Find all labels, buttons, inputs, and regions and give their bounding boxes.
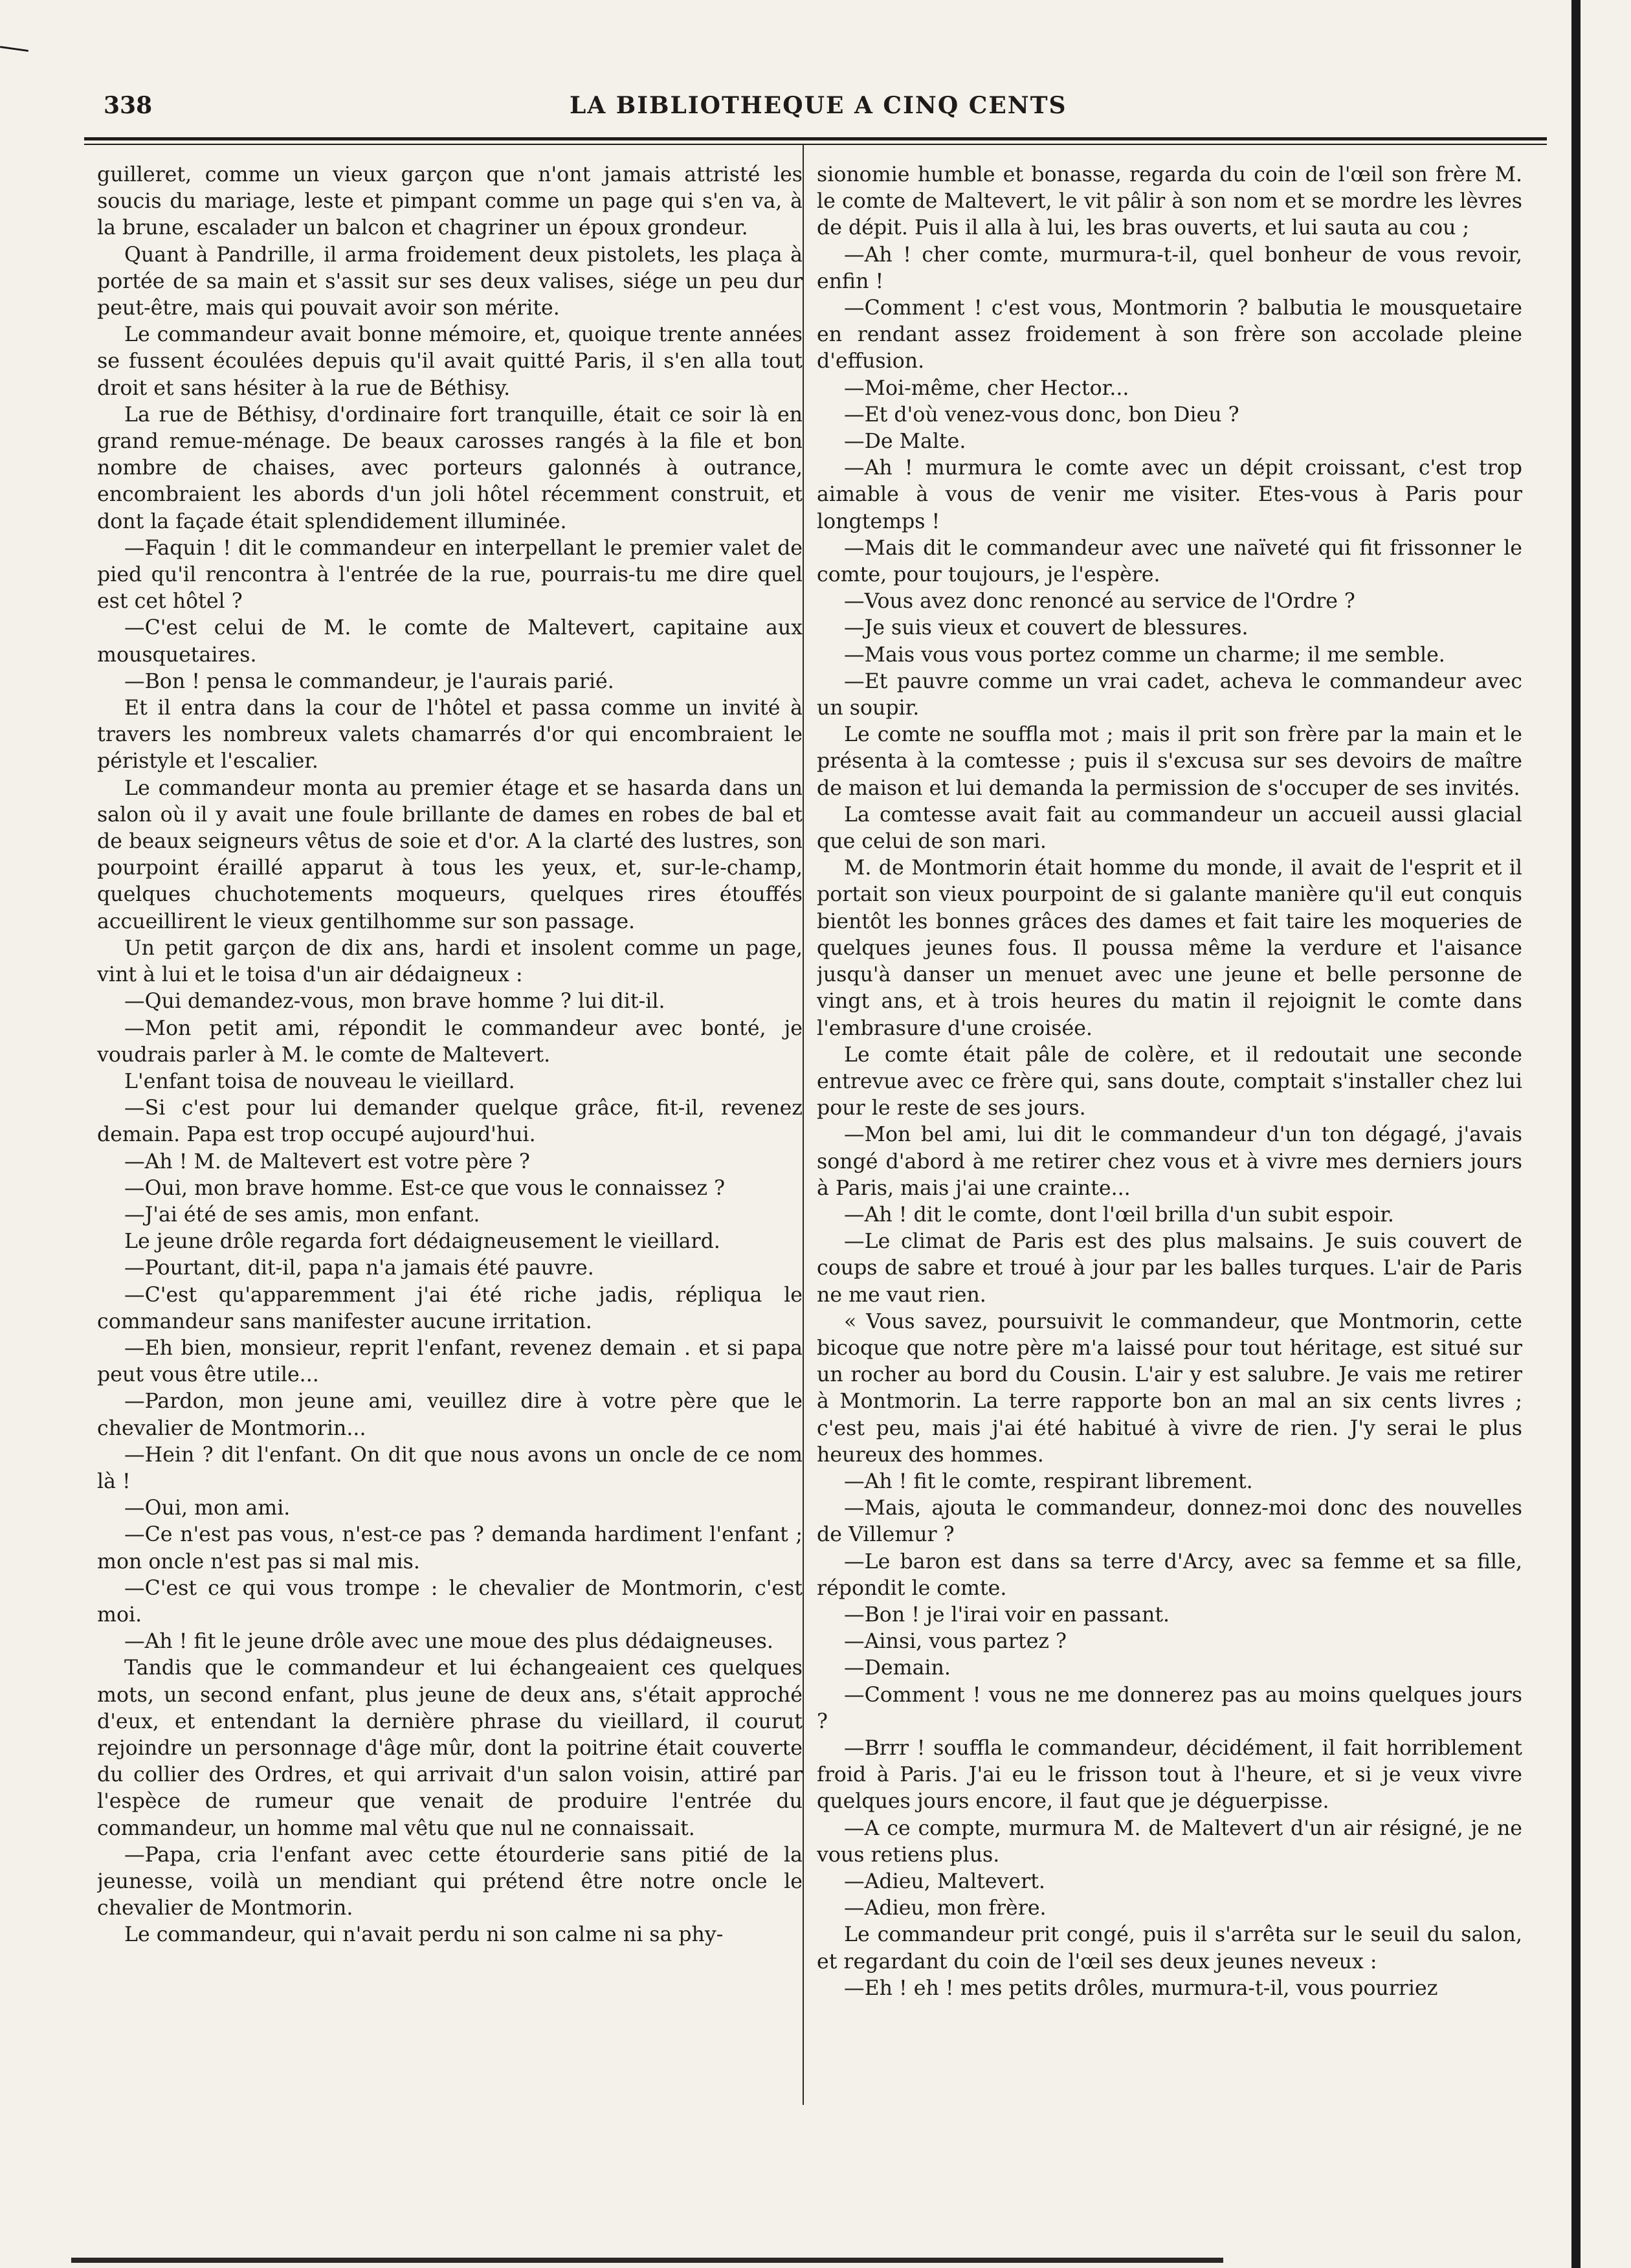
right-column bbox=[817, 162, 1522, 2110]
header-rule-bottom bbox=[84, 144, 1547, 145]
right-paragraph: —A ce compte, murmura M. de Maltevert d'un air résigné, je ne vous retiens plus. bbox=[817, 1816, 1522, 1867]
right-paragraph: —Brrr ! souffla le commandeur, décidément, il fait horriblement froid à Paris. J'ai eu le frisson tout à l'heure, et si je veux vivre quelques jours encore, il faut que je déguerpisse. bbox=[817, 1736, 1522, 1814]
right-paragraph: —Ah ! fit le comte, respirant librement. bbox=[844, 1469, 1253, 1493]
left-paragraph: guilleret, comme un vieux garçon que n'ont jamais attristé les soucis du mariage, leste et pimpant comme un page qui s'en va, à la brune, escalader un balcon et chagriner un époux grondeur. bbox=[97, 163, 803, 240]
left-paragraph: —Ce n'est pas vous, n'est-ce pas ? demanda hardiment l'enfant ; mon oncle n'est pas si mal mis. bbox=[97, 1523, 803, 1573]
right-paragraph: —Ah ! dit le comte, dont l'œil brilla d'un subit espoir. bbox=[844, 1203, 1394, 1227]
left-paragraph: —C'est celui de M. le comte de Maltevert, capitaine aux mousquetaires. bbox=[97, 616, 803, 667]
left-paragraph: Et il entra dans la cour de l'hôtel et passa comme un invité à travers les nombreux valets chamarrés d'or qui encombraient le péristyle et l'escalier. bbox=[97, 696, 803, 773]
left-paragraph: —J'ai été de ses amis, mon enfant. bbox=[124, 1203, 480, 1227]
left-column bbox=[97, 162, 803, 2110]
left-paragraph: Le commandeur monta au premier étage et se hasarda dans un salon où il y avait une foule brillante de dames en robes de bal et de beaux seigneurs vêtus de soie et d'or. A la clarté des lustres, son pourpoint éraillé apparut à tous les yeux, et, sur-le-champ, quelques chuchotements moqueurs, quelques rires étouffés accueillirent le vieux gentilhomme sur son passage. bbox=[97, 776, 803, 933]
right-paragraph: sionomie humble et bonasse, regarda du coin de l'œil son frère M. le comte de Maltevert, le vit pâlir à son nom et se mordre les lèvres de dépit. Puis il alla à lui, les bras ouverts, et lui sauta au cou ; bbox=[817, 163, 1522, 240]
right-paragraph: —Le baron est dans sa terre d'Arcy, avec sa femme et sa fille, répondit le comte. bbox=[817, 1550, 1522, 1600]
right-paragraph: —Mais dit le commandeur avec une naïveté qui fit frissonner le comte, pour toujours, je l'espère. bbox=[817, 536, 1522, 587]
left-paragraph: —Oui, mon brave homme. Est-ce que vous le connaissez ? bbox=[124, 1176, 726, 1200]
left-paragraph: Quant à Pandrille, il arma froidement deux pistolets, les plaça à portée de sa main et s'assit sur ses deux valises, siége un peu dur peut-être, mais qui pouvait avoir son mérite. bbox=[97, 243, 803, 320]
left-paragraph: Un petit garçon de dix ans, hardi et insolent comme un page, vint à lui et le toisa d'un air dédaigneux : bbox=[97, 936, 803, 987]
right-paragraph: —Et d'où venez-vous donc, bon Dieu ? bbox=[844, 403, 1239, 427]
right-paragraph: —Mais vous vous portez comme un charme; il me semble. bbox=[844, 643, 1445, 667]
right-edge-shadow bbox=[1571, 0, 1581, 2268]
left-paragraph: —Mon petit ami, répondit le commandeur avec bonté, je voudrais parler à M. le comte de Maltevert. bbox=[97, 1016, 803, 1067]
top-left-mark bbox=[0, 46, 28, 52]
right-paragraph: —Mais, ajouta le commandeur, donnez-moi donc des nouvelles de Villemur ? bbox=[817, 1496, 1522, 1547]
left-paragraph: —Papa, cria l'enfant avec cette étourderie sans pitié de la jeunesse, voilà un mendiant qui prétend être notre oncle le chevalier de Montmorin. bbox=[97, 1843, 803, 1920]
left-paragraph: —Pardon, mon jeune ami, veuillez dire à votre père que le chevalier de Montmorin... bbox=[97, 1390, 803, 1440]
right-paragraph: —Comment ! c'est vous, Montmorin ? balbutia le mousquetaire en rendant assez froidement à son frère son accolade pleine d'effusion. bbox=[817, 296, 1522, 373]
right-paragraph: —Je suis vieux et couvert de blessures. bbox=[844, 616, 1248, 640]
left-paragraph: Le commandeur, qui n'avait perdu ni son calme ni sa phy- bbox=[124, 1923, 724, 1947]
right-paragraph: « Vous savez, poursuivit le commandeur, que Montmorin, cette bicoque que notre père m'a laissé pour tout héritage, est situé sur un rocher au bord du Cousin. L'air y est salubre. Je vais me retirer à Montmorin. La terre rapporte bon an mal an six cents livres ; c'est peu, mais j'ai été habitué à vivre de rien. J'y serai le plus heureux des hommes. bbox=[817, 1309, 1522, 1467]
running-title: LA BIBLIOTHEQUE A CINQ CENTS bbox=[570, 92, 1067, 119]
right-paragraph: —Mon bel ami, lui dit le commandeur d'un ton dégagé, j'avais songé d'abord à me retirer chez vous et à vivre mes derniers jours à Paris, mais j'ai une crainte... bbox=[817, 1123, 1522, 1200]
left-paragraph: —C'est ce qui vous trompe : le chevalier de Montmorin, c'est moi. bbox=[97, 1576, 803, 1627]
right-paragraph: La comtesse avait fait au commandeur un accueil aussi glacial que celui de son mari. bbox=[817, 803, 1522, 854]
left-paragraph: —Ah ! fit le jeune drôle avec une moue des plus dédaigneuses. bbox=[124, 1630, 773, 1654]
right-paragraph: —Comment ! vous ne me donnerez pas au moins quelques jours ? bbox=[817, 1683, 1522, 1733]
left-paragraph: Le jeune drôle regarda fort dédaigneusement le vieillard. bbox=[124, 1230, 720, 1254]
right-paragraph: —Adieu, mon frère. bbox=[844, 1896, 1047, 1920]
left-paragraph: —Ah ! M. de Maltevert est votre père ? bbox=[124, 1150, 530, 1173]
right-paragraph: —Ah ! cher comte, murmura-t-il, quel bonheur de vous revoir, enfin ! bbox=[817, 243, 1522, 293]
left-paragraph: Le commandeur avait bonne mémoire, et, quoique trente années se fussent écoulées depuis qu'il avait quitté Paris, il s'en alla tout droit et sans hésiter à la rue de Béthisy. bbox=[97, 323, 803, 400]
right-paragraph: —Ah ! murmura le comte avec un dépit croissant, c'est trop aimable à vous de venir me visiter. Etes-vous à Paris pour longtemps ! bbox=[817, 456, 1522, 533]
right-paragraph: M. de Montmorin était homme du monde, il avait de l'esprit et il portait son vieux pourpoint de si galante manière qu'il eut conquis bientôt les bonnes grâces des dames et fait taire les moqueries de quelques jeunes fous. Il poussa même la verdure et l'aisance jusqu'à danser un menuet avec une jeune et belle personne de vingt ans, et à trois heures du matin il rejoignit le comte dans l'embrasure d'une croisée. bbox=[817, 856, 1522, 1040]
page-header bbox=[104, 92, 1495, 128]
header-rule-top bbox=[84, 137, 1547, 140]
right-paragraph: —Demain. bbox=[844, 1656, 951, 1680]
left-paragraph: —Pourtant, dit-il, papa n'a jamais été pauvre. bbox=[124, 1256, 594, 1280]
page-number: 338 bbox=[104, 92, 153, 119]
right-paragraph: Le comte était pâle de colère, et il redoutait une seconde entrevue avec ce frère qui, sans doute, comptait s'installer chez lui pour le reste de ses jours. bbox=[817, 1043, 1522, 1120]
right-paragraph: —Adieu, Maltevert. bbox=[844, 1870, 1045, 1893]
right-paragraph: —Moi-même, cher Hector... bbox=[844, 376, 1129, 400]
left-paragraph: —Oui, mon ami. bbox=[124, 1496, 291, 1520]
left-paragraph: L'enfant toisa de nouveau le vieillard. bbox=[124, 1069, 515, 1093]
left-paragraph: —Eh bien, monsieur, reprit l'enfant, revenez demain . et si papa peut vous être utile... bbox=[97, 1336, 803, 1387]
right-paragraph: —Bon ! je l'irai voir en passant. bbox=[844, 1603, 1170, 1627]
left-paragraph: —C'est qu'apparemment j'ai été riche jadis, répliqua le commandeur sans manifester aucune irritation. bbox=[97, 1283, 803, 1333]
bottom-print-rule bbox=[71, 2258, 1223, 2263]
right-paragraph: —Et pauvre comme un vrai cadet, acheva le commandeur avec un soupir. bbox=[817, 669, 1522, 720]
left-paragraph: —Faquin ! dit le commandeur en interpellant le premier valet de pied qu'il rencontra à l'entrée de la rue, pourrais-tu me dire quel est cet hôtel ? bbox=[97, 536, 803, 614]
right-paragraph: —Le climat de Paris est des plus malsains. Je suis couvert de coups de sabre et troué à jour par les balles turques. L'air de Paris ne me vaut rien. bbox=[817, 1230, 1522, 1307]
column-divider bbox=[803, 144, 804, 2105]
right-paragraph: —De Malte. bbox=[844, 430, 966, 454]
left-paragraph: —Hein ? dit l'enfant. On dit que nous avons un oncle de ce nom là ! bbox=[97, 1443, 803, 1493]
left-paragraph: —Qui demandez-vous, mon brave homme ? lui dit-il. bbox=[124, 990, 665, 1014]
right-paragraph: Le commandeur prit congé, puis il s'arrêta sur le seuil du salon, et regardant du coin de l'œil ses deux jeunes neveux : bbox=[817, 1923, 1522, 1973]
right-paragraph: —Vous avez donc renoncé au service de l'Ordre ? bbox=[844, 590, 1355, 614]
right-paragraph: Le comte ne souffla mot ; mais il prit son frère par la main et le présenta à la comtesse ; puis il s'excusa sur ses devoirs de maître de maison et lui demanda la permission de s'occuper de ses invités. bbox=[817, 723, 1522, 800]
left-paragraph: —Si c'est pour lui demander quelque grâce, fit-il, revenez demain. Papa est trop occupé aujourd'hui. bbox=[97, 1096, 803, 1147]
left-paragraph: —Bon ! pensa le commandeur, je l'aurais parié. bbox=[124, 669, 614, 693]
right-paragraph: —Ainsi, vous partez ? bbox=[844, 1630, 1067, 1654]
left-paragraph: Tandis que le commandeur et lui échangeaient ces quelques mots, un second enfant, plus jeune de deux ans, s'était approché d'eux, et entendant la dernière phrase du vieillard, il courut rejoindre un personnage d'âge mûr, dont la poitrine était couverte du collier des Ordres, et qui arrivait d'un salon voisin, attiré par l'espèce de rumeur que venait de produire l'entrée du commandeur, un homme mal vêtu que nul ne connaissait. bbox=[97, 1656, 803, 1840]
left-paragraph: La rue de Béthisy, d'ordinaire fort tranquille, était ce soir là en grand remue-ménage. De beaux carosses rangés à la file et bon nombre de chaises, avec porteurs galonnés à outrance, encombraient les abords d'un joli hôtel récemment construit, et dont la façade était splendidement illuminée. bbox=[97, 403, 803, 533]
right-paragraph: —Eh ! eh ! mes petits drôles, murmura-t-il, vous pourriez bbox=[844, 1976, 1438, 2000]
